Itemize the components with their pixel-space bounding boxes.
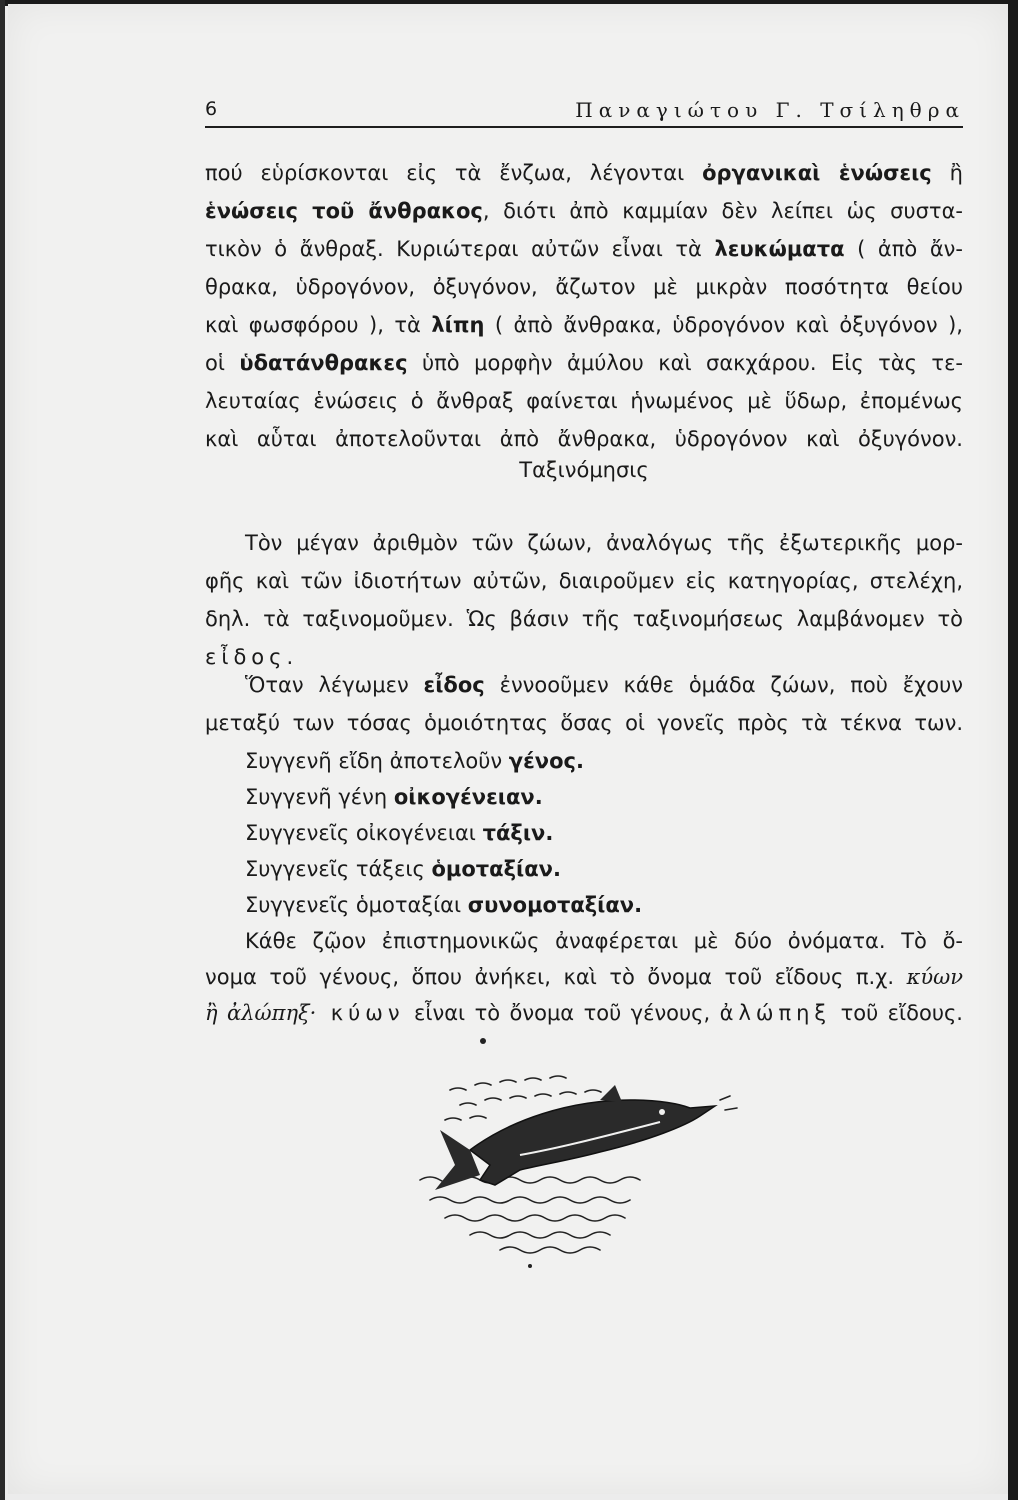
page-header <box>205 98 965 128</box>
hierarchy-line: Συγγενεῖς οἰκογένειαι τάξιν. <box>245 821 554 845</box>
text-line: ἢ ἀλώπηξ· κύων εἶναι τὸ ὄνομα τοῦ γένους, ἀλώπηξ τοῦ εἴδους. <box>205 1001 963 1025</box>
running-head: Παναγιώτου Γ. Τσίληθρα <box>575 98 965 122</box>
text-line: τικὸν ὁ ἄνθραξ. Κυριώτεραι αὐτῶν εἶναι τὰ λευκώματα ( ἀπὸ ἄν- <box>205 237 963 261</box>
dolphin-eye <box>659 1109 665 1115</box>
text-line: φῆς καὶ τῶν ἰδιοτήτων αὐτῶν, διαιροῦμεν εἰς κατηγορίας, στελέχη, <box>205 569 963 593</box>
header-rule <box>205 126 963 128</box>
text-line: θρακα, ὑδρογόνον, ὀξυγόνον, ἄζωτον μὲ μικρὰν ποσότητα θείου <box>205 275 963 299</box>
text-line: Κάθε ζῷον ἐπιστημονικῶς ἀναφέρεται μὲ δύο ὀνόματα. Τὸ ὄ- <box>245 929 963 953</box>
text-line: ἑνώσεις τοῦ ἄνθρακος, διότι ἀπὸ καμμίαν δὲν λείπει ὡς συστα- <box>205 199 964 223</box>
dolphin-illustration <box>400 1030 920 1280</box>
dolphin-fin <box>600 1085 622 1102</box>
text-line: εἶδος. <box>205 645 299 669</box>
hierarchy-line: Συγγενεῖς ὁμοταξίαι συνομοταξίαν. <box>245 893 643 917</box>
text-line: μεταξύ των τόσας ὁμοιότητας ὅσας οἱ γονεῖς πρὸς τὰ τέκνα των. <box>205 711 963 735</box>
hierarchy-line: Συγγενῆ εἴδη ἀποτελοῦν γένος. <box>245 749 584 773</box>
text-line: νομα τοῦ γένους, ὅπου ἀνήκει, καὶ τὸ ὄνομα τοῦ εἴδους π.χ. κύων <box>205 965 963 989</box>
text-line: Τὸν μέγαν ἀριθμὸν τῶν ζώων, ἀναλόγως τῆς ἐξωτερικῆς μορ- <box>245 531 963 555</box>
text-line: καὶ αὗται ἀποτελοῦνται ἀπὸ ἄνθρακα, ὑδρογόνον καὶ ὀξυγόνον. <box>205 427 963 451</box>
dolphin-body <box>470 1100 715 1185</box>
section-heading: Ταξινόμησις <box>519 458 649 482</box>
text-line: καὶ φωσφόρου ), τὰ λίπη ( ἀπὸ ἄνθρακα, ὑδρογόνον καὶ ὀξυγόνον ), <box>205 313 963 337</box>
page-number: 6 <box>205 98 218 120</box>
text-line: λευταίας ἑνώσεις ὁ ἄνθραξ φαίνεται ἡνωμένος μὲ ὕδωρ, ἐπομένως <box>205 389 963 413</box>
text-line: Ὅταν λέγωμεν εἶδος ἐννοοῦμεν κάθε ὁμάδα ζώων, ποὺ ἔχουν <box>245 673 963 697</box>
hierarchy-line: Συγγενῆ γένη οἰκογένειαν. <box>245 785 543 809</box>
text-line: πού εὑρίσκονται εἰς τὰ ἔνζωα, λέγονται ὀργανικαὶ ἑνώσεις ἢ <box>205 161 963 185</box>
text-line: δηλ. τὰ ταξινομοῦμεν. Ὡς βάσιν τῆς ταξινομήσεως λαμβάνομεν τὸ <box>205 607 963 631</box>
hierarchy-line: Συγγενεῖς τάξεις ὁμοταξίαν. <box>245 857 561 881</box>
text-line: οἱ ὑδατάνθρακες ὑπὸ μορφὴν ἀμύλου καὶ σακχάρου. Εἰς τὰς τε- <box>205 351 963 375</box>
